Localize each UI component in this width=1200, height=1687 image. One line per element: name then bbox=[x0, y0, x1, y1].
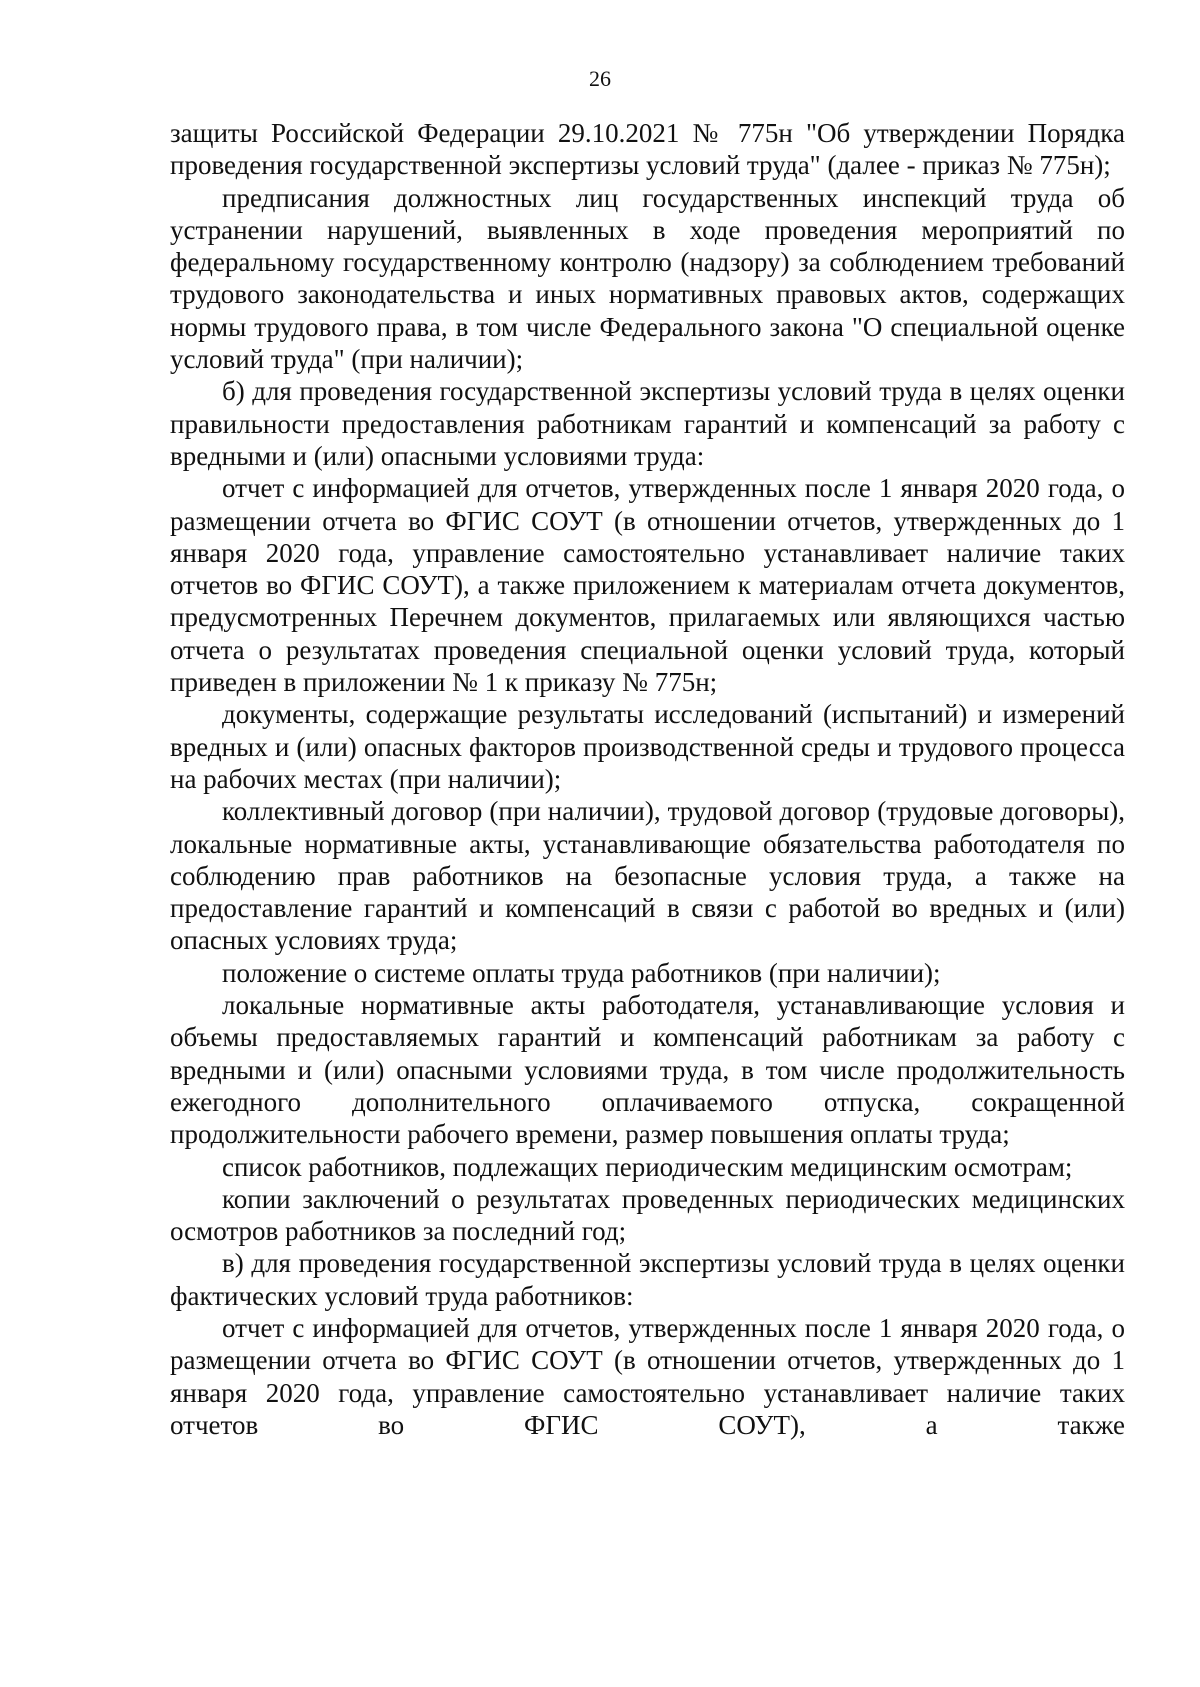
paragraph: б) для проведения государственной экспертизы условий труда в целях оценки правильности предоставления работникам гарантий и компенсаций за работу с вредными и (или) опасными условиями труда: bbox=[170, 376, 1125, 471]
paragraph: положение о системе оплаты труда работников (при наличии); bbox=[222, 957, 941, 988]
paragraph: в) для проведения государственной экспертизы условий труда в целях оценки фактических условий труда работников: bbox=[170, 1248, 1125, 1311]
paragraph: отчет с информацией для отчетов, утвержденных после 1 января 2020 года, о размещении отчета во ФГИС СОУТ (в отношении отчетов, утвержденных до 1 января 2020 года, управление самостоятельно устанавливает наличие таких отчетов во ФГИС СОУТ), а также приложением к материалам отчета документов, предусмотренных Перечнем документов, прилагаемых или являющихся частью отчета о результатах проведения специальной оценки условий труда, который приведен в приложении № 1 к приказу № 775н; bbox=[170, 473, 1125, 698]
paragraph: документы, содержащие результаты исследований (испытаний) и измерений вредных и (или) опасных факторов производственной среды и трудового процесса на рабочих местах (при наличии); bbox=[170, 699, 1125, 794]
paragraph: копии заключений о результатах проведенных периодических медицинских осмотров работников за последний год; bbox=[170, 1183, 1125, 1247]
paragraph: предписания должностных лиц государственных инспекций труда об устранении нарушений, выявленных в ходе проведения мероприятий по федеральному государственному контролю (надзору) за соблюдением требований трудового законодательства и иных нормативных правовых актов, содержащих нормы трудового права, в том числе Федерального закона "О специальной оценке условий труда" (при наличии); bbox=[170, 182, 1125, 375]
paragraph: отчет с информацией для отчетов, утвержденных после 1 января 2020 года, о размещении отчета во ФГИС СОУТ (в отношении отчетов, утвержденных до 1 января 2020 года, управление самостоятельно устанавливает наличие таких отчетов во ФГИС СОУТ), а также bbox=[170, 1312, 1125, 1440]
paragraph: локальные нормативные акты работодателя, устанавливающие условия и объемы предоставляемых гарантий и компенсаций работникам за работу с вредными и (или) опасными условиями труда, в том числе продолжительность ежегодного дополнительного оплачиваемого отпуска, сокращенной продолжительности рабочего времени, размер повышения оплаты труда; bbox=[170, 990, 1125, 1150]
paragraph: защиты Российской Федерации 29.10.2021 № 775н "Об утверждении Порядка проведения государственной экспертизы условий труда" (далее - приказ № 775н); bbox=[170, 118, 1125, 181]
paragraph: список работников, подлежащих периодическим медицинским осмотрам; bbox=[222, 1151, 1073, 1182]
page-number: 26 bbox=[589, 66, 611, 91]
paragraph: коллективный договор (при наличии), трудовой договор (трудовые договоры), локальные нормативные акты, устанавливающие обязательства работодателя по соблюдению прав работников на безопасные условия труда, а также на предоставление гарантий и компенсаций в связи с работой во вредных и (или) опасных условиях труда; bbox=[170, 796, 1125, 956]
document-body bbox=[170, 117, 1125, 1441]
